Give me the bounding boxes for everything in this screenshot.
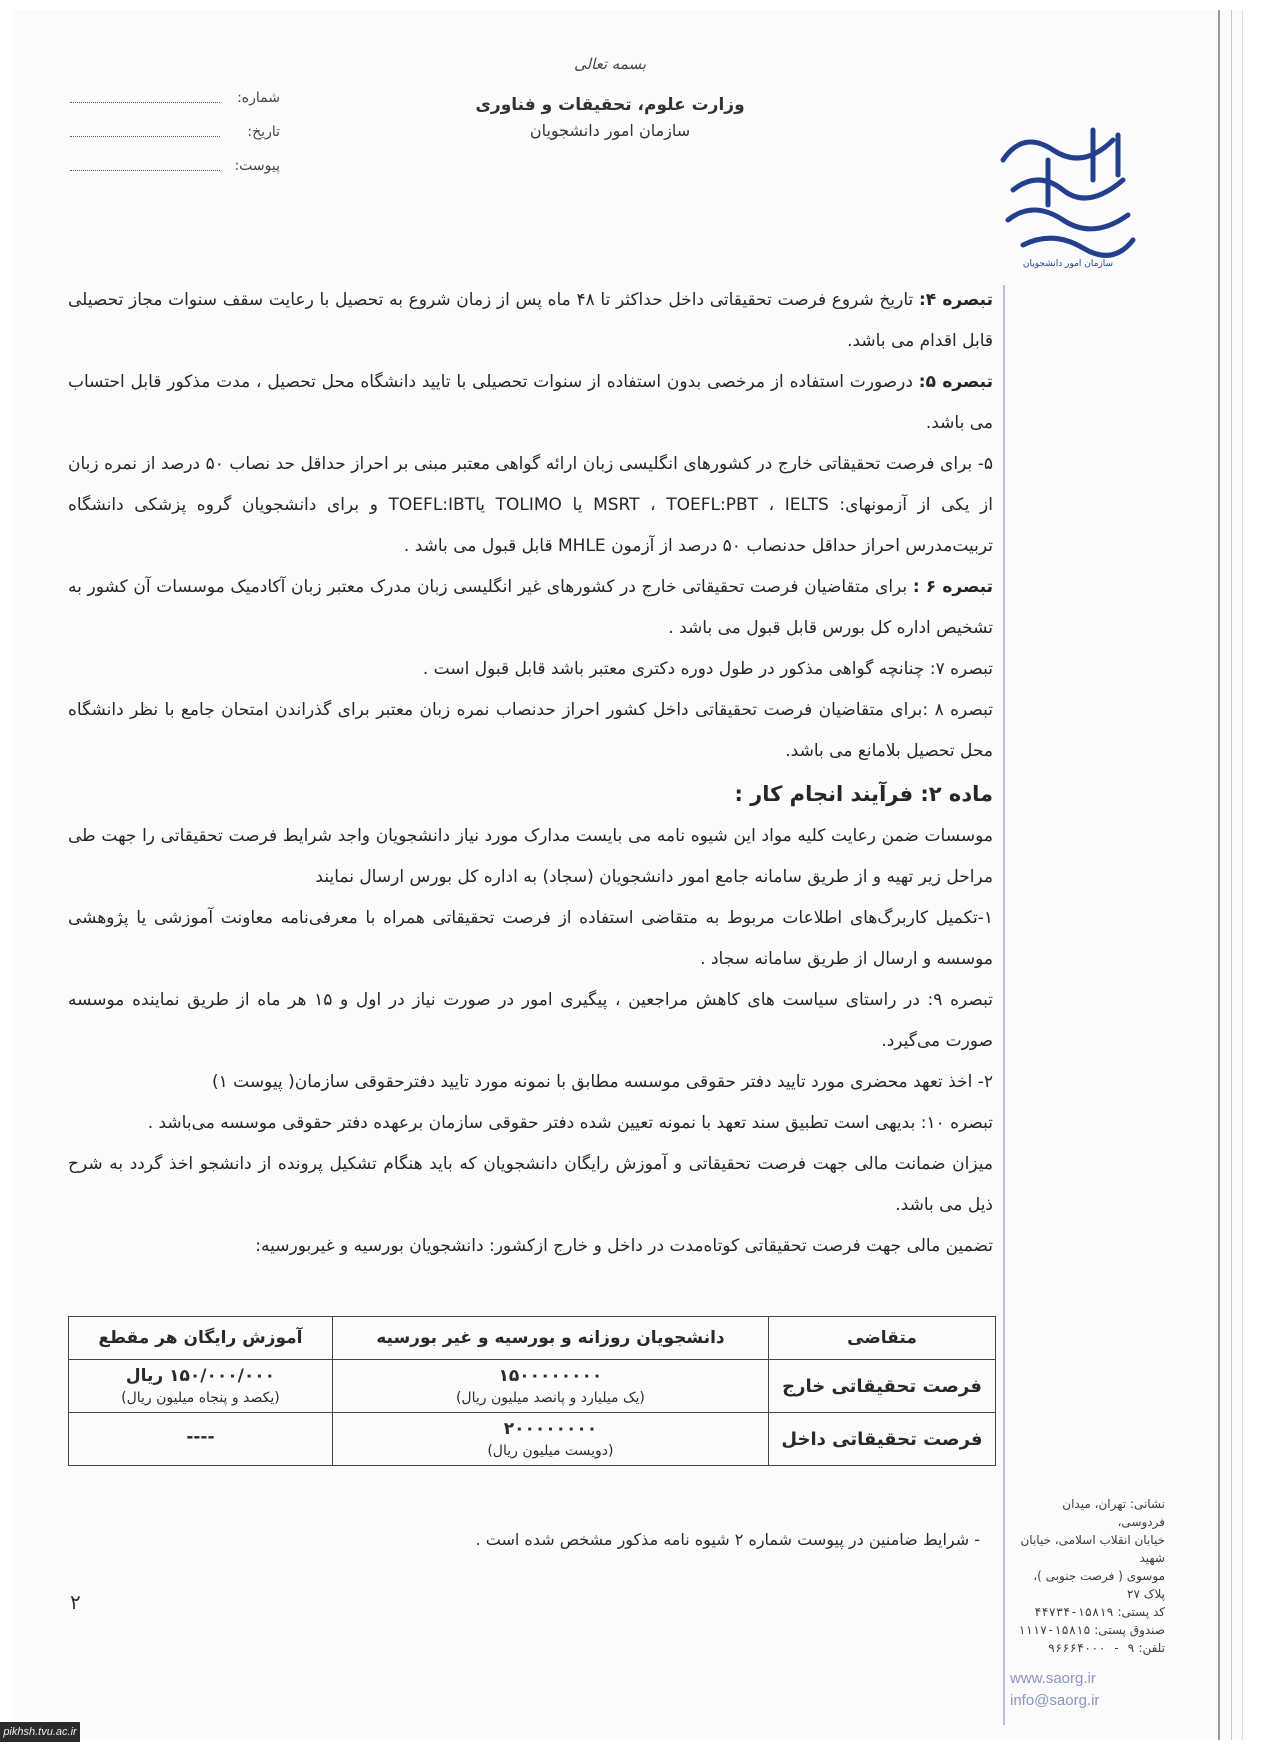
step-2: ۲- اخذ تعهد محضری مورد تایید دفتر حقوقی موسسه مطابق با نمونه مورد تایید دفترحقوقی سازمان( پیوست ۱) bbox=[211, 1072, 993, 1092]
contact-web bbox=[1010, 1668, 1165, 1712]
article-2-heading: ماده ۲: فرآیند انجام کار : bbox=[734, 782, 993, 806]
attachment-label: پیوست: bbox=[234, 158, 280, 174]
amount: ۲۰۰۰۰۰۰۰۰ bbox=[503, 1419, 598, 1439]
address-line: نشانی: تهران، میدان فردوسی، bbox=[1062, 1497, 1165, 1529]
page-edge bbox=[1218, 10, 1220, 1740]
pobox-row bbox=[1015, 1621, 1165, 1639]
amount: ۱۵۰۰۰۰۰۰۰۰ bbox=[498, 1366, 603, 1386]
table-row bbox=[69, 1360, 996, 1413]
address-line: خیابان انقلاب اسلامی، خیابان شهید bbox=[1020, 1533, 1165, 1565]
date-row bbox=[70, 124, 280, 140]
amount: ---- bbox=[186, 1427, 215, 1447]
step-1: ۱-تکمیل کاربرگ‌های اطلاعات مربوط به متقاضی استفاده از فرصت تحقیقاتی همراه با معرفی‌نامه معاونت آموزشی یا پژوهشی موسسه و ارسال از طریق سامانه سجاد . bbox=[68, 908, 993, 969]
table-cell bbox=[332, 1413, 768, 1466]
table-header: متقاضی bbox=[769, 1317, 996, 1360]
item-5: ۵- برای فرصت تحقیقاتی خارج در کشورهای انگلیسی زبان ارائه گواهی معتبر مبنی بر احراز حداقل حد نصاب ۵۰ درصد از نمره زبان از یکی از آزمونهای: MSRT ، TOEFL:PBT ، IELTS یا TOLIMO یاTOEFL:IBT و برای دانشجویان گروه پزشکی دانشگاه تربیت‌مدرس احراز حداقل حدنصاب ۵۰ درصد از آزمون MHLE قابل قبول می باشد . bbox=[68, 454, 993, 556]
article-2-intro: موسسات ضمن رعایت کلیه مواد این شیوه نامه می بایست مدارک مورد نیاز دانشجویان واجد شرایط فرصت تحقیقاتی را جهت طی مراحل زیر تهیه و از طریق سامانه جامع امور دانشجویان (سجاد) به اداره کل بورس ارسال نمایند bbox=[68, 826, 993, 887]
page-number: ۲ bbox=[70, 1590, 81, 1614]
guarantee-paragraph: میزان ضمانت مالی جهت فرصت تحقیقاتی و آموزش رایگان دانشجویان که باید هنگام تشکیل پرونده از دانشجو اخذ گردد به شرح ذیل می باشد. bbox=[68, 1154, 993, 1215]
email-link[interactable]: info@saorg.ir bbox=[1010, 1692, 1100, 1709]
note-4-title: تبصره ۴: bbox=[918, 290, 994, 310]
phone-row bbox=[1015, 1639, 1165, 1657]
address-line: موسوی ( فرصت جنوبی )، پلاک ۲۷ bbox=[1033, 1569, 1165, 1601]
note-5-title: تبصره ۵: bbox=[918, 372, 994, 392]
note-6-text: برای متقاضیان فرصت تحقیقاتی خارج در کشورهای غیر انگلیسی زبان مدرک معتبر زبان آکادمیک موسسات آن کشور به تشخیص اداره کل بورس قابل قبول می باشد . bbox=[68, 577, 993, 638]
postal-label: کد پستی: bbox=[1117, 1605, 1165, 1619]
row-label: فرصت تحقیقاتی خارج bbox=[769, 1360, 996, 1413]
row-label: فرصت تحقیقاتی داخل bbox=[769, 1413, 996, 1466]
address-block bbox=[1015, 1495, 1165, 1657]
number-field bbox=[70, 90, 220, 103]
website-link[interactable]: www.saorg.ir bbox=[1010, 1670, 1096, 1687]
date-field bbox=[70, 124, 220, 137]
number-label: شماره: bbox=[237, 90, 280, 106]
page-edge-inner bbox=[1231, 10, 1232, 1740]
ministry-name: وزارت علوم، تحقیقات و فناوری bbox=[475, 95, 745, 115]
table-caption: تضمین مالی جهت فرصت تحقیقاتی کوتاه‌مدت در داخل و خارج ازکشور: دانشجویان بورسیه و غیربورسیه: bbox=[255, 1236, 993, 1256]
note-6 bbox=[68, 567, 993, 649]
amount-words: (یک میلیارد و پانصد میلیون ریال) bbox=[455, 1390, 645, 1406]
note-5-text: درصورت استفاده از مرخصی بدون استفاده از سنوات تحصیلی با تایید دانشگاه محل تحصیل ، مدت مذکور قابل احتساب می باشد. bbox=[68, 372, 993, 433]
organization-name: سازمان امور دانشجویان bbox=[529, 121, 691, 140]
watermark: pikhsh.tvu.ac.ir bbox=[0, 1722, 80, 1742]
table-header: آموزش رایگان هر مقطع bbox=[69, 1317, 333, 1360]
pobox: ۱۵۸۱۵-۱۱۱۷ bbox=[1018, 1623, 1091, 1637]
amount: ۱۵۰/۰۰۰/۰۰۰ ریال bbox=[125, 1366, 275, 1386]
document-body bbox=[68, 280, 993, 1267]
margin-rule bbox=[1003, 285, 1005, 1725]
logo-text: سازمان امور دانشجویان bbox=[1022, 259, 1114, 269]
table-header: دانشجویان روزانه و بورسیه و غیر بورسیه bbox=[332, 1317, 768, 1360]
note-4-text: تاریخ شروع فرصت تحقیقاتی داخل حداکثر تا ۴۸ ماه پس از زمان شروع به تحصیل با رعایت سقف سنوات مجاز تحصیلی قابل اقدام می باشد. bbox=[68, 290, 993, 351]
table-row bbox=[69, 1413, 996, 1466]
organization-logo bbox=[993, 120, 1143, 270]
note-5 bbox=[68, 362, 993, 444]
table-header-row bbox=[69, 1317, 996, 1360]
letterhead bbox=[400, 55, 820, 146]
note-7: تبصره ۷: چنانچه گواهی مذکور در طول دوره دکتری معتبر باشد قابل قبول است . bbox=[422, 659, 993, 679]
date-label: تاریخ: bbox=[247, 124, 280, 140]
note-6-title: تبصره ۶ : bbox=[912, 577, 994, 597]
table-cell bbox=[69, 1360, 333, 1413]
table-cell bbox=[69, 1413, 333, 1466]
note-10: تبصره ۱۰: بدیهی است تطبیق سند تعهد با نمونه تعیین شده دفتر حقوقی سازمان برعهده دفتر حقوقی موسسه می‌باشد . bbox=[147, 1113, 993, 1133]
note-9: تبصره ۹: در راستای سیاست های کاهش مراجعین ، پیگیری امور در صورت نیاز در اول و ۱۵ هر ماه از طریق نماینده موسسه صورت می‌گیرد. bbox=[68, 990, 993, 1051]
phone: ۹ - ۹۶۶۶۴۰۰۰ bbox=[1047, 1641, 1135, 1655]
postal-code: ۱۵۸۱۹-۴۴۷۳۴ bbox=[1034, 1605, 1114, 1619]
phone-label: تلفن: bbox=[1138, 1641, 1165, 1655]
number-row bbox=[70, 90, 280, 106]
amount-words: (یکصد و پنجاه میلیون ریال) bbox=[121, 1390, 280, 1406]
attachment-row bbox=[70, 158, 280, 174]
attachment-field bbox=[70, 158, 220, 171]
basmala: بسمه تعالی bbox=[573, 55, 647, 73]
amount-words: (دویست میلیون ریال) bbox=[487, 1443, 614, 1459]
postal-code-row bbox=[1015, 1603, 1165, 1621]
note-4 bbox=[68, 280, 993, 362]
pobox-label: صندوق پستی: bbox=[1094, 1623, 1165, 1637]
guarantee-table bbox=[68, 1316, 996, 1466]
letter-meta bbox=[70, 90, 280, 192]
table-cell bbox=[332, 1360, 768, 1413]
footnote: - شرایط ضامنین در پیوست شماره ۲ شیوه نامه مذکور مشخص شده است . bbox=[475, 1530, 980, 1549]
note-8: تبصره ۸ :برای متقاضیان فرصت تحقیقاتی داخل کشور احراز حدنصاب نمره زبان معتبر برای گذراندن امتحان جامع با نظر دانشگاه محل تحصیل بلامانع می باشد. bbox=[68, 700, 994, 761]
